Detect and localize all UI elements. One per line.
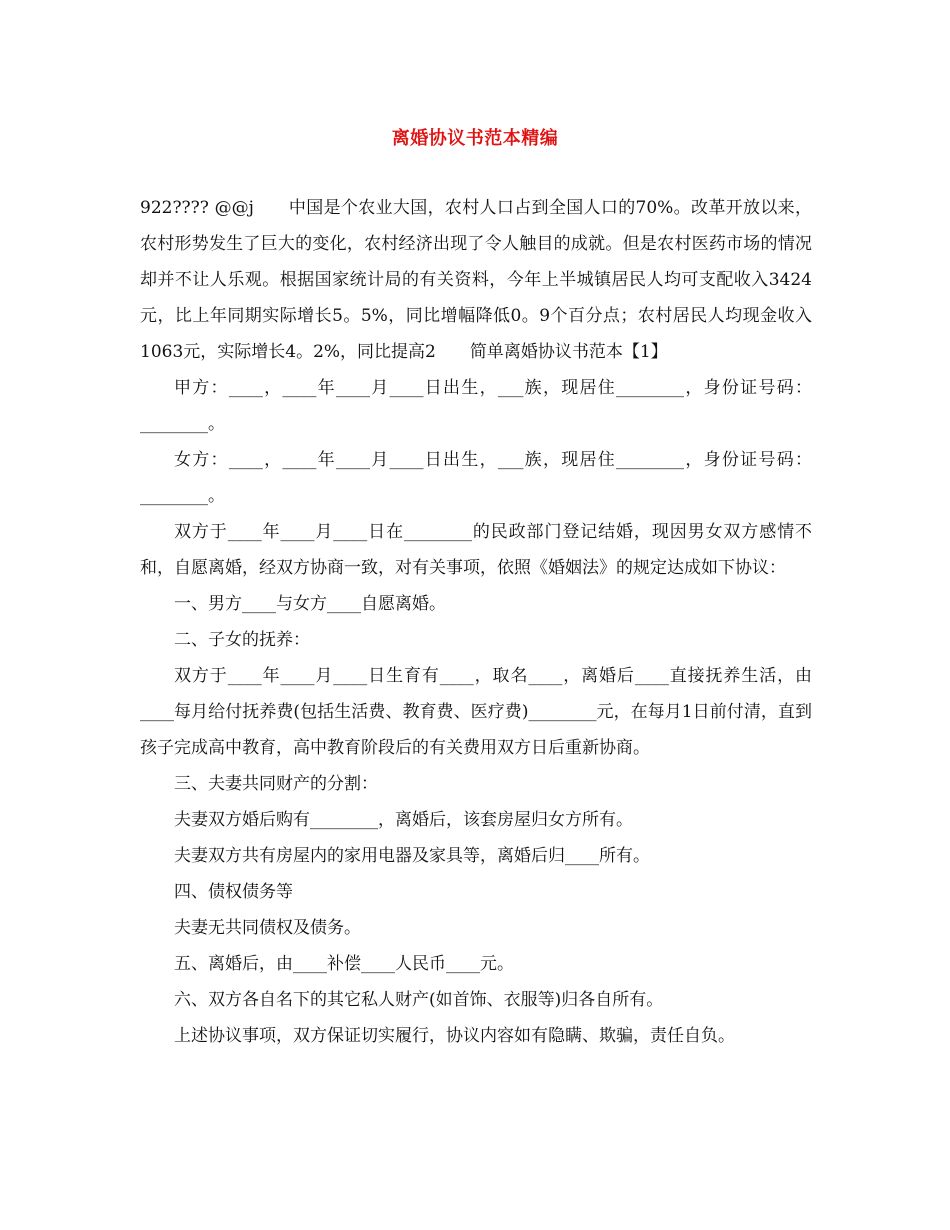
intro-paragraph: 922???? @@j 中国是个农业大国，农村人口占到全国人口的70%。改革开放以来，农村形势发生了巨大的变化，农村经济出现了令人触目的成就。但是农村医药市场的情况却并不让人乐观。根据国家统计局的有关资料，今年上半城镇居民人均可支配收入3424元，比上年同期实际增长5。5%，同比增幅降低0。9个百分点；农村居民人均现金收入1063元，实际增长4。2%，同比提高2 简单离婚协议书范本【1】 (140, 198, 812, 362)
property-house-paragraph: 夫妻双方婚后购有________，离婚后，该套房屋归女方所有。 (174, 810, 633, 830)
party-a-paragraph: 甲方：____，____年____月____日出生，___族，现居住________，身份证号码：________。 (140, 378, 812, 434)
closing-paragraph: 上述协议事项，双方保证切实履行，协议内容如有隐瞒、欺骗，责任自负。 (174, 1026, 735, 1046)
document-title: 离婚协议书范本精编 (391, 128, 559, 149)
clause-3-heading: 三、夫妻共同财产的分割： (174, 774, 378, 794)
clause-5-paragraph: 五、离婚后，由____补偿____人民币____元。 (174, 954, 514, 974)
child-custody-paragraph: 双方于____年____月____日生育有____，取名____，离婚后____直接抚养生活，由____每月给付抚养费(包括生活费、教育费、医疗费)________元，在每月1日前付清，直到孩子完成高中教育，高中教育阶段后的有关费用双方日后重新协商。 (140, 666, 812, 758)
property-furniture-paragraph: 夫妻双方共有房屋内的家用电器及家具等，离婚后归____所有。 (174, 846, 650, 866)
clause-6-paragraph: 六、双方各自名下的其它私人财产(如首饰、衣服等)归各自所有。 (174, 990, 664, 1010)
clause-2-heading: 二、子女的抚养： (174, 630, 310, 650)
clause-1-paragraph: 一、男方____与女方____自愿离婚。 (174, 594, 446, 614)
document-body (140, 190, 812, 1054)
clause-4-heading: 四、债权债务等 (174, 882, 293, 902)
party-b-paragraph: 女方：____，____年____月____日出生，___族，现居住________，身份证号码：________。 (140, 450, 812, 506)
marriage-registration-paragraph: 双方于____年____月____日在________的民政部门登记结婚，现因男女双方感情不和，自愿离婚，经双方协商一致，对有关事项，依照《婚姻法》的规定达成如下协议： (140, 522, 812, 578)
debt-paragraph: 夫妻无共同债权及债务。 (174, 918, 361, 938)
